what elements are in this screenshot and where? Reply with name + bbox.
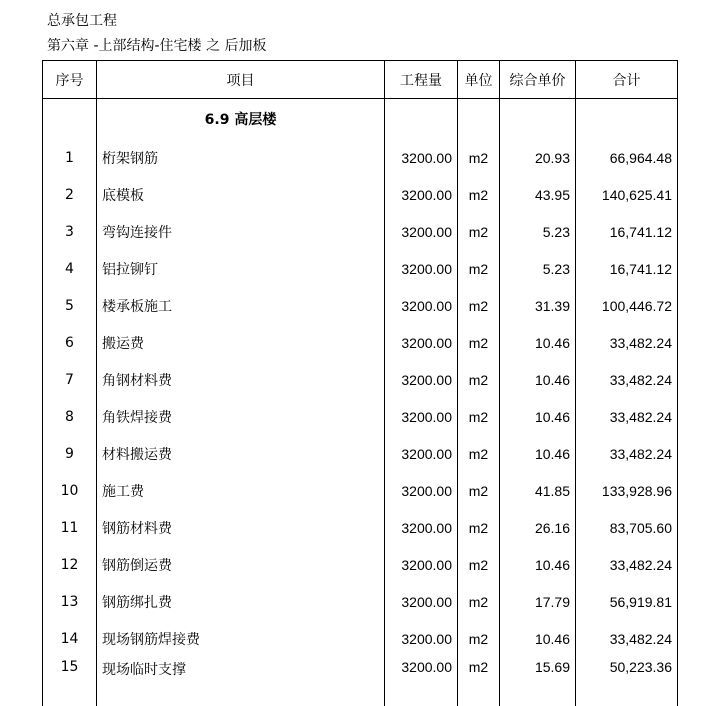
row-number: 6 [43, 324, 97, 361]
row-total: 83,705.60 [576, 509, 678, 546]
row-item-name: 钢筋绑扎费 [97, 583, 385, 620]
row-unit: m2 [458, 250, 500, 287]
row-number: 3 [43, 213, 97, 250]
row-total: 16,741.12 [576, 213, 678, 250]
row-unit: m2 [458, 583, 500, 620]
table-row [43, 176, 678, 213]
table-row [43, 546, 678, 583]
row-total: 33,482.24 [576, 324, 678, 361]
table-row [43, 213, 678, 250]
row-quantity: 3200.00 [385, 472, 458, 509]
row-unit-price: 31.39 [500, 287, 576, 324]
row-total: 33,482.24 [576, 620, 678, 657]
row-total: 16,741.12 [576, 250, 678, 287]
section-title: 6.9 高层楼 [97, 99, 385, 140]
row-unit: m2 [458, 546, 500, 583]
row-unit: m2 [458, 361, 500, 398]
row-number: 11 [43, 509, 97, 546]
table-row [43, 583, 678, 620]
row-number: 5 [43, 287, 97, 324]
row-unit-price: 15.69 [500, 657, 576, 692]
row-quantity: 3200.00 [385, 176, 458, 213]
row-item-name: 楼承板施工 [97, 287, 385, 324]
document-title: 总承包工程 [47, 13, 117, 29]
row-total: 33,482.24 [576, 546, 678, 583]
row-unit-price: 5.23 [500, 213, 576, 250]
row-quantity: 3200.00 [385, 583, 458, 620]
row-unit-price: 10.46 [500, 620, 576, 657]
row-number: 13 [43, 583, 97, 620]
row-unit-price: 10.46 [500, 398, 576, 435]
row-number: 2 [43, 176, 97, 213]
table-row [43, 620, 678, 657]
row-number: 14 [43, 620, 97, 657]
row-unit-price: 43.95 [500, 176, 576, 213]
table-row [43, 287, 678, 324]
table-header-row [43, 61, 678, 99]
row-quantity: 3200.00 [385, 324, 458, 361]
row-item-name: 现场临时支撑 [97, 657, 385, 692]
row-number: 4 [43, 250, 97, 287]
row-quantity: 3200.00 [385, 435, 458, 472]
row-unit-price: 26.16 [500, 509, 576, 546]
row-unit-price: 41.85 [500, 472, 576, 509]
column-header-unit-price: 综合单价 [500, 61, 576, 99]
row-total: 100,446.72 [576, 287, 678, 324]
table-row [43, 250, 678, 287]
table-row [43, 324, 678, 361]
row-unit-price: 17.79 [500, 583, 576, 620]
row-unit: m2 [458, 213, 500, 250]
row-total: 33,482.24 [576, 435, 678, 472]
row-item-name: 现场钢筋焊接费 [97, 620, 385, 657]
row-quantity: 3200.00 [385, 398, 458, 435]
row-unit: m2 [458, 472, 500, 509]
row-unit-price: 20.93 [500, 139, 576, 176]
document-subtitle: 第六章 -上部结构-住宅楼 之 后加板 [47, 38, 267, 54]
column-header-item: 项目 [97, 61, 385, 99]
table-row [43, 435, 678, 472]
column-header-quantity: 工程量 [385, 61, 458, 99]
row-total: 133,928.96 [576, 472, 678, 509]
row-unit: m2 [458, 139, 500, 176]
table-row [43, 361, 678, 398]
table-row [43, 509, 678, 546]
row-unit-price: 5.23 [500, 250, 576, 287]
table-row [43, 139, 678, 176]
row-quantity: 3200.00 [385, 213, 458, 250]
column-header-no: 序号 [43, 61, 97, 99]
row-unit: m2 [458, 176, 500, 213]
row-quantity: 3200.00 [385, 546, 458, 583]
column-header-total: 合计 [576, 61, 678, 99]
row-item-name: 底模板 [97, 176, 385, 213]
table-row [43, 472, 678, 509]
row-quantity: 3200.00 [385, 250, 458, 287]
row-number: 7 [43, 361, 97, 398]
row-unit: m2 [458, 509, 500, 546]
section-row [43, 99, 678, 140]
row-item-name: 施工费 [97, 472, 385, 509]
row-number: 10 [43, 472, 97, 509]
row-unit: m2 [458, 398, 500, 435]
row-quantity: 3200.00 [385, 657, 458, 692]
row-quantity: 3200.00 [385, 287, 458, 324]
row-unit: m2 [458, 435, 500, 472]
row-number: 15 [43, 657, 97, 692]
row-total: 33,482.24 [576, 361, 678, 398]
row-quantity: 3200.00 [385, 139, 458, 176]
row-unit: m2 [458, 287, 500, 324]
row-total: 56,919.81 [576, 583, 678, 620]
row-total: 50,223.36 [576, 657, 678, 692]
row-total: 33,482.24 [576, 398, 678, 435]
row-item-name: 钢筋倒运费 [97, 546, 385, 583]
row-quantity: 3200.00 [385, 620, 458, 657]
row-item-name: 桁架钢筋 [97, 139, 385, 176]
row-item-name: 铝拉铆钉 [97, 250, 385, 287]
quantity-table [42, 60, 678, 706]
row-item-name: 角钢材料费 [97, 361, 385, 398]
row-item-name: 弯钩连接件 [97, 213, 385, 250]
row-item-name: 钢筋材料费 [97, 509, 385, 546]
table-row [43, 657, 678, 692]
row-unit: m2 [458, 657, 500, 692]
row-quantity: 3200.00 [385, 509, 458, 546]
table-bottom-filler [43, 692, 678, 706]
row-number: 9 [43, 435, 97, 472]
row-total: 66,964.48 [576, 139, 678, 176]
row-total: 140,625.41 [576, 176, 678, 213]
column-header-unit: 单位 [458, 61, 500, 99]
row-item-name: 角铁焊接费 [97, 398, 385, 435]
row-unit-price: 10.46 [500, 324, 576, 361]
row-unit-price: 10.46 [500, 361, 576, 398]
table-row [43, 398, 678, 435]
row-unit-price: 10.46 [500, 546, 576, 583]
row-unit: m2 [458, 324, 500, 361]
row-unit-price: 10.46 [500, 435, 576, 472]
row-item-name: 搬运费 [97, 324, 385, 361]
row-quantity: 3200.00 [385, 361, 458, 398]
row-item-name: 材料搬运费 [97, 435, 385, 472]
row-number: 1 [43, 139, 97, 176]
row-unit: m2 [458, 620, 500, 657]
row-number: 8 [43, 398, 97, 435]
row-number: 12 [43, 546, 97, 583]
